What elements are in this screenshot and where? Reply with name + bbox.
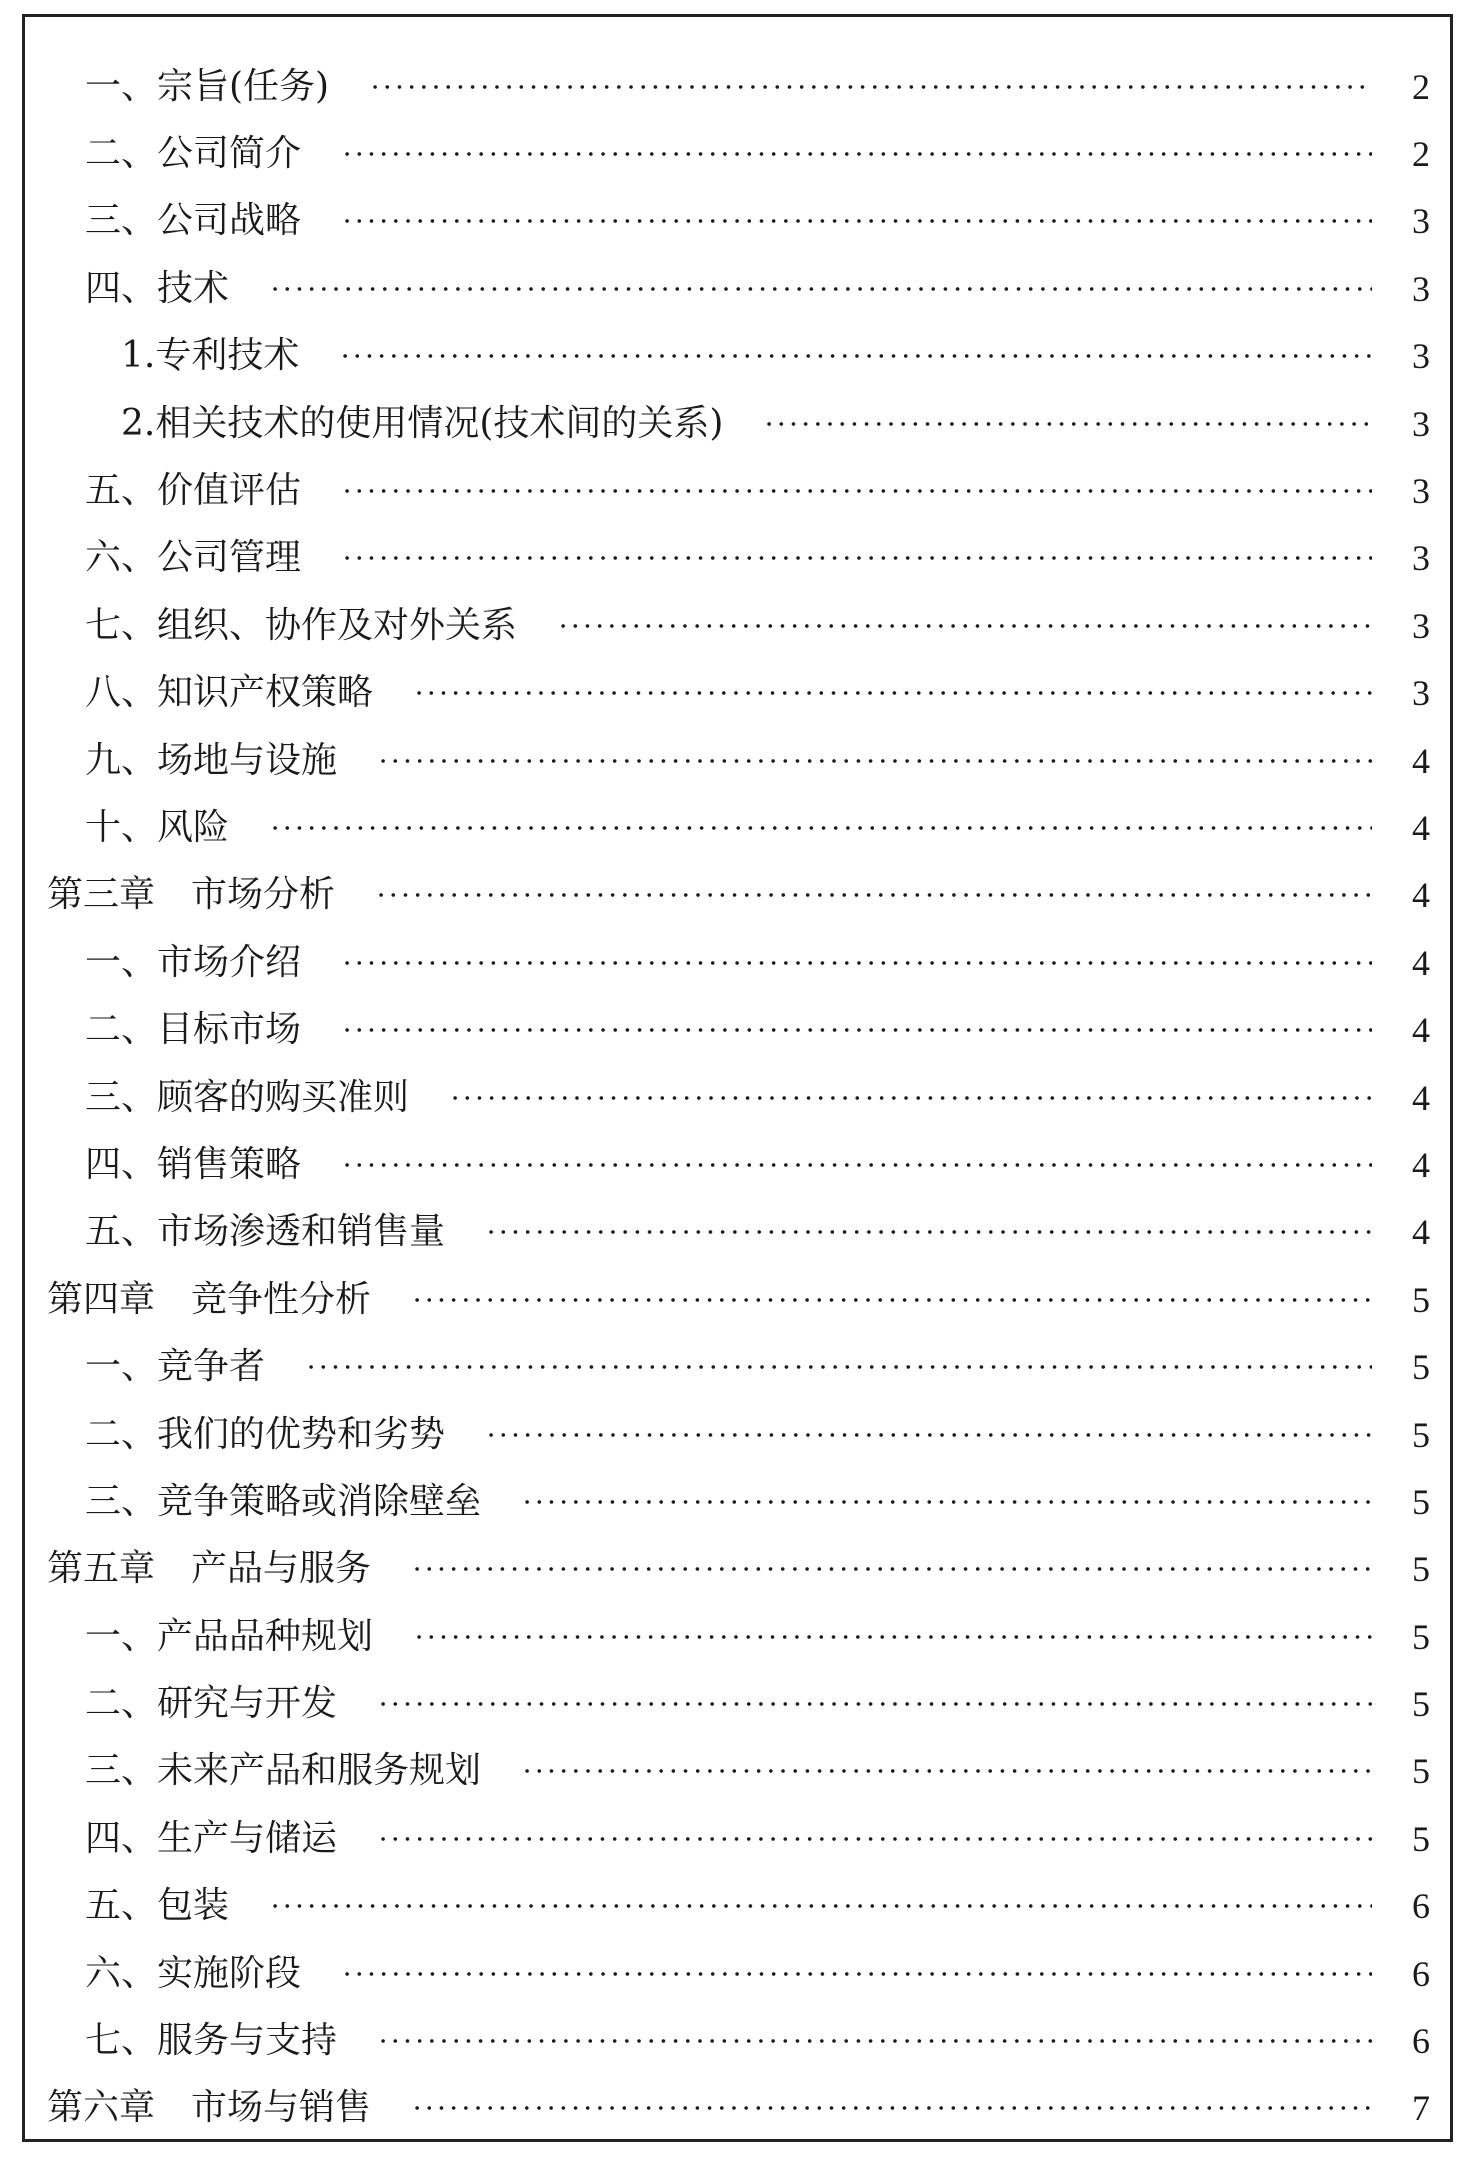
dot-leader bbox=[377, 759, 1372, 763]
toc-page-number: 5 bbox=[1412, 1616, 1430, 1657]
toc-entry-title: 八、知识产权策略 bbox=[85, 672, 374, 714]
toc-section-entry[interactable] bbox=[25, 1064, 1450, 1131]
toc-entry-title: 第五章 产品与服务 bbox=[47, 1548, 372, 1590]
toc-chapter-entry[interactable] bbox=[25, 862, 1450, 929]
toc-section-entry[interactable] bbox=[25, 929, 1450, 996]
toc-entry-title: 五、市场渗透和销售量 bbox=[85, 1211, 446, 1253]
toc-page-number: 4 bbox=[1412, 875, 1430, 916]
toc-entry-title: 六、实施阶段 bbox=[85, 1952, 302, 1994]
dot-leader bbox=[269, 826, 1372, 830]
toc-entry-title: 二、公司简介 bbox=[85, 133, 302, 175]
toc-section-entry[interactable] bbox=[25, 457, 1450, 524]
toc-entry-title: 一、市场介绍 bbox=[85, 941, 302, 983]
toc-entry-title: 1.专利技术 bbox=[121, 335, 300, 377]
dot-leader bbox=[305, 1365, 1372, 1369]
dot-leader bbox=[339, 354, 1372, 358]
toc-entry-title: 五、价值评估 bbox=[85, 470, 302, 512]
dot-leader bbox=[413, 1635, 1372, 1639]
toc-page-number: 5 bbox=[1412, 1684, 1430, 1725]
toc-page-number: 4 bbox=[1412, 1212, 1430, 1253]
toc-section-entry[interactable] bbox=[25, 1738, 1450, 1805]
toc-section-entry[interactable] bbox=[25, 525, 1450, 592]
toc-entry-title: 第四章 竞争性分析 bbox=[47, 1278, 372, 1320]
dot-leader bbox=[521, 1769, 1372, 1773]
dot-leader bbox=[269, 287, 1372, 291]
toc-chapter-entry[interactable] bbox=[25, 1536, 1450, 1603]
toc-page-number: 3 bbox=[1412, 471, 1430, 512]
dot-leader bbox=[341, 1163, 1372, 1167]
toc-page-number: 4 bbox=[1412, 1010, 1430, 1051]
toc-entry-title: 三、未来产品和服务规划 bbox=[85, 1750, 482, 1792]
table-of-contents bbox=[25, 53, 1450, 2142]
toc-section-entry[interactable] bbox=[25, 120, 1450, 187]
toc-page-number: 3 bbox=[1412, 605, 1430, 646]
toc-entry-title: 四、生产与储运 bbox=[85, 1817, 338, 1859]
toc-page-number: 5 bbox=[1412, 1481, 1430, 1522]
toc-page-number: 5 bbox=[1412, 1414, 1430, 1455]
toc-page-number: 6 bbox=[1412, 1953, 1430, 1994]
toc-entry-title: 二、目标市场 bbox=[85, 1009, 302, 1051]
toc-entry-title: 六、公司管理 bbox=[85, 537, 302, 579]
toc-entry-title: 九、场地与设施 bbox=[85, 739, 338, 781]
dot-leader bbox=[341, 152, 1372, 156]
toc-section-entry[interactable] bbox=[25, 727, 1450, 794]
dot-leader bbox=[557, 624, 1372, 628]
toc-entry-title: 二、我们的优势和劣势 bbox=[85, 1413, 446, 1455]
toc-section-entry[interactable] bbox=[25, 1873, 1450, 1940]
toc-page-number: 6 bbox=[1412, 1886, 1430, 1927]
toc-page-number: 4 bbox=[1412, 942, 1430, 983]
toc-section-entry[interactable] bbox=[25, 1940, 1450, 2007]
toc-section-entry[interactable] bbox=[25, 996, 1450, 1063]
toc-entry-title: 七、服务与支持 bbox=[85, 2020, 338, 2062]
toc-section-entry[interactable] bbox=[25, 794, 1450, 861]
toc-chapter-entry[interactable] bbox=[25, 1266, 1450, 1333]
dot-leader bbox=[449, 1096, 1372, 1100]
dot-leader bbox=[369, 85, 1372, 89]
toc-entry-title: 五、包装 bbox=[85, 1885, 230, 1927]
toc-entry-title: 三、顾客的购买准则 bbox=[85, 1076, 410, 1118]
toc-page-number: 5 bbox=[1412, 1751, 1430, 1792]
dot-leader bbox=[411, 1567, 1372, 1571]
toc-section-entry[interactable] bbox=[25, 1805, 1450, 1872]
dot-leader bbox=[375, 893, 1372, 897]
toc-page-number: 4 bbox=[1412, 807, 1430, 848]
toc-section-entry[interactable] bbox=[25, 1468, 1450, 1535]
toc-section-entry[interactable] bbox=[25, 255, 1450, 322]
dot-leader bbox=[341, 1972, 1372, 1976]
toc-entry-title: 四、销售策略 bbox=[85, 1143, 302, 1185]
toc-subsection-entry[interactable] bbox=[25, 323, 1450, 390]
toc-entry-title: 一、产品品种规划 bbox=[85, 1615, 374, 1657]
toc-section-entry[interactable] bbox=[25, 1670, 1450, 1737]
toc-page-number: 3 bbox=[1412, 538, 1430, 579]
toc-entry-title: 三、竞争策略或消除壁垒 bbox=[85, 1480, 482, 1522]
toc-page-number: 3 bbox=[1412, 403, 1430, 444]
toc-entry-title: 一、宗旨(任务) bbox=[85, 65, 330, 107]
dot-leader bbox=[341, 556, 1372, 560]
toc-entry-title: 二、研究与开发 bbox=[85, 1683, 338, 1725]
dot-leader bbox=[341, 961, 1372, 965]
toc-page-number: 4 bbox=[1412, 1077, 1430, 1118]
toc-section-entry[interactable] bbox=[25, 1603, 1450, 1670]
toc-section-entry[interactable] bbox=[25, 53, 1450, 120]
toc-section-entry[interactable] bbox=[25, 1401, 1450, 1468]
toc-section-entry[interactable] bbox=[25, 660, 1450, 727]
toc-entry-title: 第六章 市场与销售 bbox=[47, 2087, 372, 2129]
toc-section-entry[interactable] bbox=[25, 188, 1450, 255]
toc-page-number: 5 bbox=[1412, 1279, 1430, 1320]
toc-entry-title: 2.相关技术的使用情况(技术间的关系) bbox=[121, 402, 724, 444]
toc-section-entry[interactable] bbox=[25, 592, 1450, 659]
toc-entry-title: 一、竞争者 bbox=[85, 1346, 266, 1388]
toc-page-number: 2 bbox=[1412, 66, 1430, 107]
dot-leader bbox=[341, 1028, 1372, 1032]
dot-leader bbox=[763, 422, 1372, 426]
toc-page-number: 3 bbox=[1412, 673, 1430, 714]
toc-page-number: 5 bbox=[1412, 1347, 1430, 1388]
toc-section-entry[interactable] bbox=[25, 1333, 1450, 1400]
dot-leader bbox=[485, 1433, 1372, 1437]
toc-entry-title: 十、风险 bbox=[85, 806, 230, 848]
dot-leader bbox=[269, 1904, 1372, 1908]
toc-entry-title: 第三章 市场分析 bbox=[47, 874, 336, 916]
toc-page-number: 3 bbox=[1412, 268, 1430, 309]
toc-entry-title: 七、组织、协作及对外关系 bbox=[85, 604, 518, 646]
toc-section-entry[interactable] bbox=[25, 1131, 1450, 1198]
dot-leader bbox=[341, 489, 1372, 493]
dot-leader bbox=[341, 219, 1372, 223]
toc-entry-title: 四、技术 bbox=[85, 267, 230, 309]
dot-leader bbox=[411, 1298, 1372, 1302]
toc-section-entry[interactable] bbox=[25, 2007, 1450, 2074]
dot-leader bbox=[377, 1702, 1372, 1706]
dot-leader bbox=[377, 2039, 1372, 2043]
toc-page-number: 2 bbox=[1412, 134, 1430, 175]
toc-page-number: 4 bbox=[1412, 1144, 1430, 1185]
toc-page-number: 5 bbox=[1412, 1818, 1430, 1859]
dot-leader bbox=[377, 1837, 1372, 1841]
dot-leader bbox=[413, 691, 1372, 695]
toc-section-entry[interactable] bbox=[25, 1199, 1450, 1266]
toc-frame bbox=[22, 14, 1453, 2142]
toc-entry-title: 三、公司战略 bbox=[85, 200, 302, 242]
toc-chapter-entry[interactable] bbox=[25, 2075, 1450, 2142]
toc-page-number: 6 bbox=[1412, 2021, 1430, 2062]
toc-page-number: 3 bbox=[1412, 201, 1430, 242]
dot-leader bbox=[411, 2106, 1372, 2110]
toc-page-number: 4 bbox=[1412, 740, 1430, 781]
toc-subsection-entry[interactable] bbox=[25, 390, 1450, 457]
dot-leader bbox=[521, 1500, 1372, 1504]
toc-page-number: 3 bbox=[1412, 336, 1430, 377]
toc-page-number: 7 bbox=[1412, 2088, 1430, 2129]
toc-page-number: 5 bbox=[1412, 1549, 1430, 1590]
dot-leader bbox=[485, 1230, 1372, 1234]
